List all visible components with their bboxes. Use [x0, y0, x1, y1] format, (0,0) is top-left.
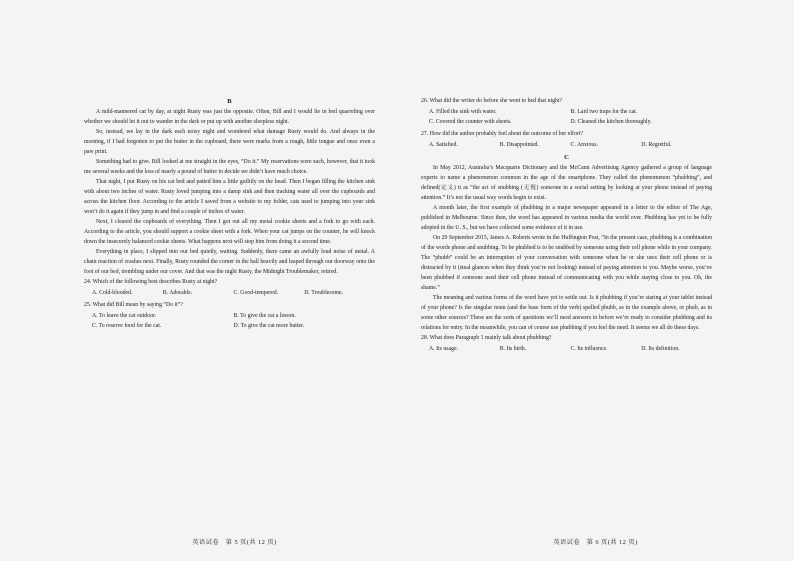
exam-page-6 [397, 0, 794, 561]
section-heading-c: C [564, 154, 569, 161]
passage-b-paragraph: Everything in place, I slipped into our bed quietly, waiting. Suddenly, there came an awfully loud noise of metal. A chain reaction of crashes next. Finally, Rusty rounded the corner in the hall heavily and leaped through our doorway onto the foot of our bed, trembling under our cover. And that was the night Rusty, the Midnight Troublemaker, retired. [84, 249, 375, 275]
question-24-option-b: B. Adorable. [162, 290, 193, 296]
passage-c-paragraph: On 29 September 2015, James A. Roberts wrote in the Huffington Post, “In the present case, phubbing is a combination of the words phone and snubbing. To be phubbed is to be snubbed by someone using their cell phone while in your company. The “phubb” could be an interruption of your conversation with someone when he or she uses their cell phone or is distracted by it (steal glances when they think you’re not looking) instead of paying attention to you. Maybe worse, you’ve been phubbed if someone used their cell phone instead of communicating with you while staying close to you. Oh, the shame.” [421, 235, 712, 291]
page-footer-5: 英语试卷 第 5 页(共 12 页) [192, 539, 277, 546]
question-25-option-b: B. To give the cat a lesson. [233, 313, 296, 319]
question-28-stem: 28. What does Paragraph 1 mainly talk about phubbing? [421, 335, 552, 341]
question-25-option-c: C. To reserve food for the cat. [92, 323, 162, 329]
passage-b-paragraph: Something had to give. Bill looked at me straight in the eyes, “Do it.” My reservations were such, however, that it took me several weeks and the loss of nearly a pound of butter to decide we didn’t have much choice. [84, 159, 375, 175]
question-28-option-a: A. Its usage. [429, 346, 458, 352]
question-26-stem: 26. What did the writer do before she went to bed that night? [421, 98, 563, 104]
question-27-options [421, 140, 712, 150]
question-24-option-a: A. Cold-blooded. [92, 290, 133, 296]
question-24-option-d: D. Troublesome. [304, 290, 344, 296]
reading-column-right [421, 96, 712, 354]
question-24-options [84, 288, 375, 298]
question-27-option-b: B. Disappointed. [499, 142, 539, 148]
question-26-options [421, 107, 712, 127]
question-26-option-c: C. Covered the counter with sheets. [429, 119, 512, 125]
question-28-option-c: C. Its influence. [570, 346, 608, 352]
question-24-stem: 24. Which of the following best describes Rusty at night? [84, 279, 218, 285]
question-25-stem: 25. What did Bill mean by saying “Do it”? [84, 302, 183, 308]
page-footer-6: 英语试卷 第 6 页(共 12 页) [553, 539, 638, 546]
question-25-option-a: A. To leave the cat outdoor. [92, 313, 157, 319]
question-27-stem: 27. How did the author probably feel about the outcome of her effort? [421, 131, 583, 137]
question-28-option-b: B. Its birth. [499, 346, 527, 352]
question-26-option-d: D. Cleaned the kitchen thoroughly. [570, 119, 652, 125]
question-28-options [421, 344, 712, 354]
question-25-option-d: D. To give the cat more butter. [233, 323, 305, 329]
passage-c-paragraph: In May 2012, Australia’s Macquarie Dictionary and the McCann Advertising Agency gathered a group of language experts to name a phenomenon common in the age of the smartphone. They called the phenomenon “phubbing”, and defined(定义) it as “the act of snubbing (无视) someone in a social setting by looking at your phone instead of paying attention.” It’s not the usual way words begin to exist. [421, 165, 712, 201]
question-26-option-a: A. Filled the sink with water. [429, 109, 497, 115]
question-25-options [84, 311, 375, 331]
question-27-option-c: C. Anxious. [570, 142, 599, 148]
section-heading-b: B [227, 98, 232, 105]
question-24-option-c: C. Good-tempered. [233, 290, 279, 296]
passage-c-paragraph: A month later, the first example of phubbing in a major newspaper appeared in a letter to the editor of The Age, published in Melbourne. Since then, the word has appeared in various media the world over. Phubbing has yet to be fully adopted in the U. S., but we have collected some evidence of it in use. [421, 205, 712, 231]
passage-b-paragraph: A mild-mannered cat by day, at night Rusty was just the opposite. Often, Bill and I would lie in bed quarreling over whether we should let it out to wander in the dark or put up with another sleepless night. [84, 109, 375, 125]
question-26-option-b: B. Laid two traps for the cat. [570, 109, 638, 115]
question-28-option-d: D. Its definition. [641, 346, 680, 352]
question-27-option-a: A. Satisfied. [429, 142, 458, 148]
reading-column-left [84, 96, 375, 331]
passage-b-paragraph: That night, I put Rusty on his cat bed and patted him a little guiltily on the head. Then I began filling the kitchen sink with about two inches of water. Rusty loved jumping into a damp sink and then tracking water all over the cupboards and across the kitchen floor. According to the article I saved from a website to my folder, cats used to jumping into your sink won’t do it again if they jump in and find a couple of inches of water. [84, 179, 375, 215]
passage-b-paragraph: So, instead, we lay in the dark each noisy night and wondered what damage Rusty would do. And always in the morning, if I had forgotten to put the butter in the cupboard, there were marks from a rough, little tongue and once even a paw print. [84, 129, 375, 155]
question-27-option-d: D. Regretful. [641, 142, 672, 148]
passage-c-paragraph: The meaning and various forms of the word have yet to settle out. Is it phubbing if you’re staring at your tablet instead of your phone? Is the singular noun (and the base form of the verb) spelled phubb, as in the example above, or phub, as in some other sources? These are the sorts of questions we’ll need answers to before we’re ready to consider phubbing and its relations for entry. In the meanwhile, you can of course use phubbing if you feel the need. It seems we all do these days. [421, 295, 712, 331]
passage-b-paragraph: Next, I cleared the cupboards of everything. Then I got out all my metal cookie sheets and a fork to go with each. According to the article, you should support a cookie sheet with a fork. When your cat jumps on the counter, he will knock down the insecurely balanced cookie sheets. What happens next will stop him from doing it a second time. [84, 219, 375, 245]
